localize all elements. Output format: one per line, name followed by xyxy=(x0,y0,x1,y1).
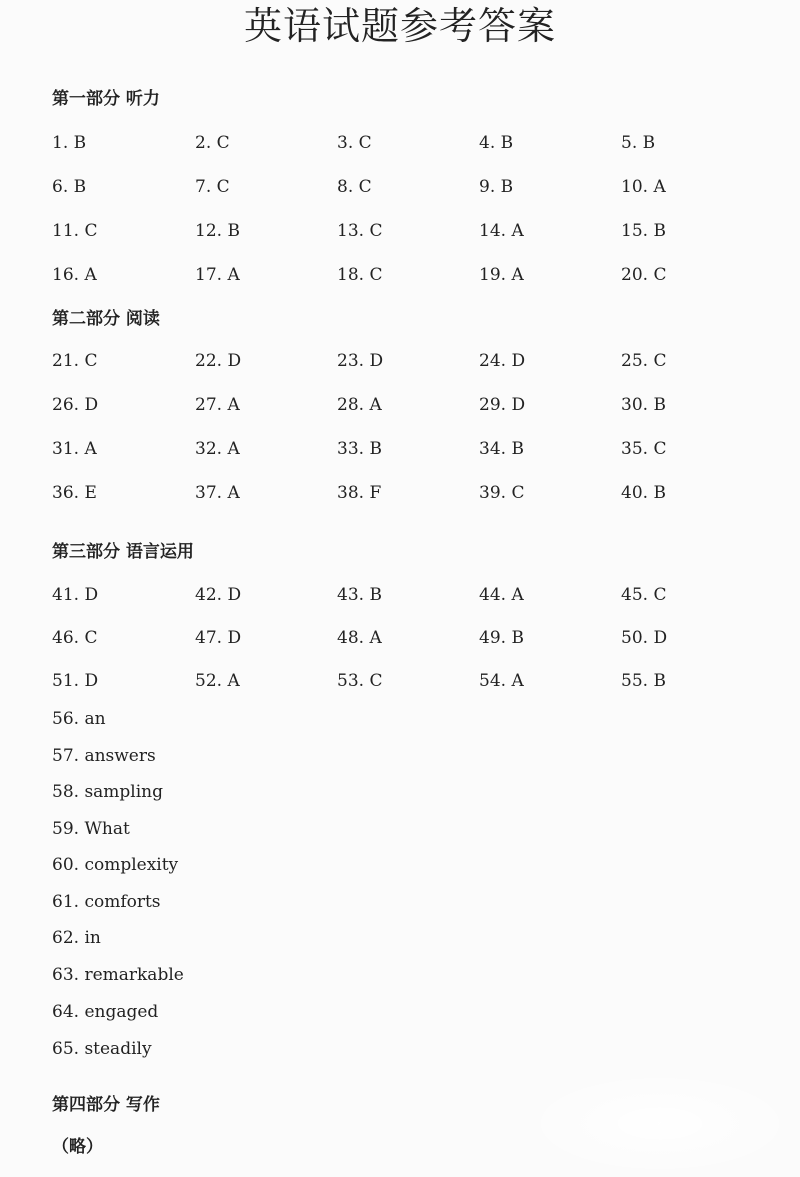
fill-in-answer: 60. complexity xyxy=(52,855,179,875)
answer-row xyxy=(52,482,772,508)
answer-item: 52. A xyxy=(195,671,240,691)
answer-item: 37. A xyxy=(195,483,240,503)
answer-item: 20. C xyxy=(621,265,667,285)
answer-item: 34. B xyxy=(479,439,524,459)
answer-item: 38. F xyxy=(337,483,382,503)
answer-item: 6. B xyxy=(52,177,87,197)
answer-row xyxy=(52,584,772,610)
section-title-writing: 第四部分 写作 xyxy=(52,1095,160,1115)
answer-item: 53. C xyxy=(337,671,383,691)
answer-row xyxy=(52,350,772,376)
fill-in-answer: 58. sampling xyxy=(52,782,164,802)
fill-in-answer: 63. remarkable xyxy=(52,965,184,985)
answer-item: 50. D xyxy=(621,628,668,648)
answer-item: 19. A xyxy=(479,265,524,285)
answer-item: 18. C xyxy=(337,265,383,285)
answer-item: 30. B xyxy=(621,395,666,415)
answer-item: 16. A xyxy=(52,265,97,285)
answer-item: 41. D xyxy=(52,585,99,605)
answer-item: 5. B xyxy=(621,133,656,153)
fill-in-answer: 59. What xyxy=(52,819,130,839)
answer-item: 28. A xyxy=(337,395,382,415)
answer-item: 1. B xyxy=(52,133,87,153)
answer-item: 2. C xyxy=(195,133,230,153)
section-title-listening: 第一部分 听力 xyxy=(52,89,160,109)
section-title-reading: 第二部分 阅读 xyxy=(52,309,160,329)
writing-omitted-note: （略） xyxy=(52,1137,103,1157)
answer-item: 31. A xyxy=(52,439,97,459)
answer-item: 8. C xyxy=(337,177,372,197)
answer-item: 3. C xyxy=(337,133,372,153)
answer-row xyxy=(52,176,772,202)
answer-item: 49. B xyxy=(479,628,524,648)
answer-item: 14. A xyxy=(479,221,524,241)
answer-item: 15. B xyxy=(621,221,666,241)
answer-item: 43. B xyxy=(337,585,382,605)
answer-item: 12. B xyxy=(195,221,240,241)
answer-row xyxy=(52,132,772,158)
answer-item: 33. B xyxy=(337,439,382,459)
fill-in-answer: 64. engaged xyxy=(52,1002,159,1022)
answer-row xyxy=(52,670,772,696)
answer-item: 13. C xyxy=(337,221,383,241)
answer-item: 29. D xyxy=(479,395,526,415)
answer-row xyxy=(52,264,772,290)
fill-in-answer: 61. comforts xyxy=(52,892,161,912)
answer-item: 54. A xyxy=(479,671,524,691)
answer-item: 25. C xyxy=(621,351,667,371)
answer-item: 35. C xyxy=(621,439,667,459)
answer-item: 39. C xyxy=(479,483,525,503)
fill-in-answer: 62. in xyxy=(52,928,101,948)
answer-item: 23. D xyxy=(337,351,384,371)
answer-item: 47. D xyxy=(195,628,242,648)
answer-row xyxy=(52,220,772,246)
fill-in-answer: 56. an xyxy=(52,709,106,729)
answer-item: 40. B xyxy=(621,483,666,503)
answer-item: 51. D xyxy=(52,671,99,691)
answer-item: 48. A xyxy=(337,628,382,648)
answer-item: 7. C xyxy=(195,177,230,197)
answer-item: 21. C xyxy=(52,351,98,371)
answer-item: 45. C xyxy=(621,585,667,605)
answer-item: 55. B xyxy=(621,671,666,691)
answer-item: 22. D xyxy=(195,351,242,371)
scan-glare xyxy=(520,1070,800,1177)
answer-item: 42. D xyxy=(195,585,242,605)
answer-item: 11. C xyxy=(52,221,98,241)
answer-row xyxy=(52,627,772,653)
document-title: 英语试题参考答案 xyxy=(243,4,556,48)
answer-item: 24. D xyxy=(479,351,526,371)
answer-item: 44. A xyxy=(479,585,524,605)
answer-item: 10. A xyxy=(621,177,666,197)
answer-item: 36. E xyxy=(52,483,97,503)
fill-in-answer: 57. answers xyxy=(52,746,156,766)
answer-item: 17. A xyxy=(195,265,240,285)
answer-item: 32. A xyxy=(195,439,240,459)
answer-item: 26. D xyxy=(52,395,99,415)
answer-row xyxy=(52,438,772,464)
answer-row xyxy=(52,394,772,420)
section-title-language-use: 第三部分 语言运用 xyxy=(52,542,194,562)
answer-item: 4. B xyxy=(479,133,514,153)
answer-item: 9. B xyxy=(479,177,514,197)
answer-item: 46. C xyxy=(52,628,98,648)
fill-in-answer: 65. steadily xyxy=(52,1039,152,1059)
answer-item: 27. A xyxy=(195,395,240,415)
